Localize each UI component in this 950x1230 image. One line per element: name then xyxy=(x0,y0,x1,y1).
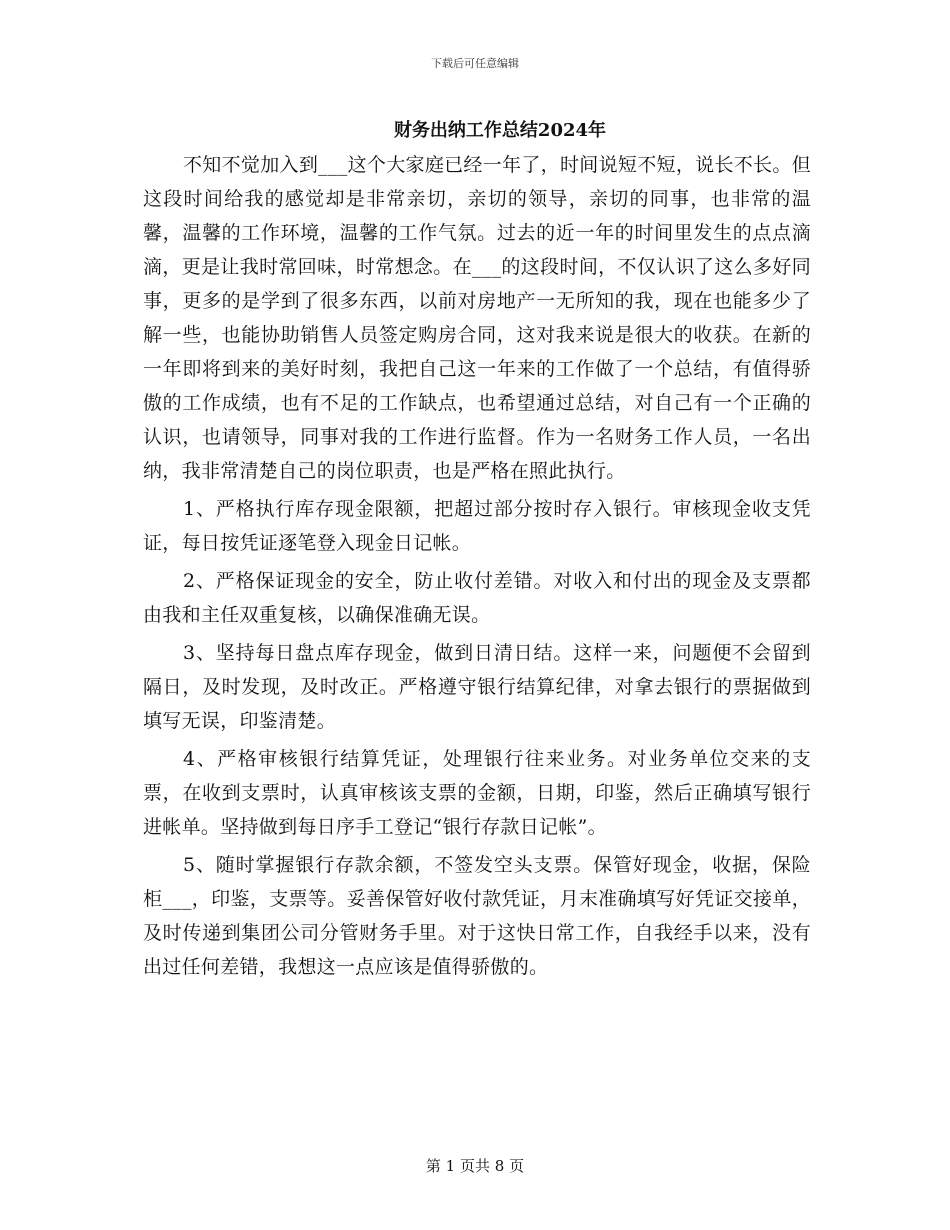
document-title: 财务出纳工作总结2024年 xyxy=(393,120,607,141)
page-footer: 第 1 页共 8 页 xyxy=(425,1157,525,1175)
header-note: 下载后可任意编辑 xyxy=(431,57,519,70)
document-body xyxy=(143,148,811,988)
paragraph-item-2: 2、严格保证现金的安全，防止收付差错。对收入和付出的现金及支票都由我和主任双重复核，以确保准确无误。 xyxy=(143,570,811,626)
paragraph-intro: 不知不觉加入到___这个大家庭已经一年了，时间说短不短，说长不长。但这段时间给我的感觉却是非常亲切，亲切的领导，亲切的同事，也非常的温馨，温馨的工作环境，温馨的工作气氛。过去的近一年的时间里发生的点点滴滴，更是让我时常回味，时常想念。在___的这段时间，不仅认识了这么多好同事，更多的是学到了很多东西，以前对房地产一无所知的我，现在也能多少了解一些，也能协助销售人员签定购房合同，这对我来说是很大的收获。在新的一年即将到来的美好时刻，我把自己这一年来的工作做了一个总结，有值得骄傲的工作成绩，也有不足的工作缺点，也希望通过总结，对自己有一个正确的认识，也请领导，同事对我的工作进行监督。作为一名财务工作人员，一名出纳，我非常清楚自己的岗位职责，也是严格在照此执行。 xyxy=(143,154,811,482)
paragraph-item-3: 3、坚持每日盘点库存现金，做到日清日结。这样一来，问题便不会留到隔日，及时发现，及时改正。严格遵守银行结算纪律，对拿去银行的票据做到填写无误，印鉴清楚。 xyxy=(143,642,811,732)
paragraph-item-5: 5、随时掌握银行存款余额，不签发空头支票。保管好现金，收据，保险柜___，印鉴，支票等。妥善保管好收付款凭证，月末准确填写好凭证交接单，及时传递到集团公司分管财务手里。对于这快日常工作，自我经手以来，没有出过任何差错，我想这一点应该是值得骄傲的。 xyxy=(143,854,811,978)
paragraph-item-4: 4、严格审核银行结算凭证，处理银行往来业务。对业务单位交来的支票，在收到支票时，认真审核该支票的金额，日期，印鉴，然后正确填写银行进帐单。坚持做到每日序手工登记“银行存款日记帐”。 xyxy=(143,748,811,838)
paragraph-item-1: 1、严格执行库存现金限额，把超过部分按时存入银行。审核现金收支凭证，每日按凭证逐笔登入现金日记帐。 xyxy=(143,498,811,554)
